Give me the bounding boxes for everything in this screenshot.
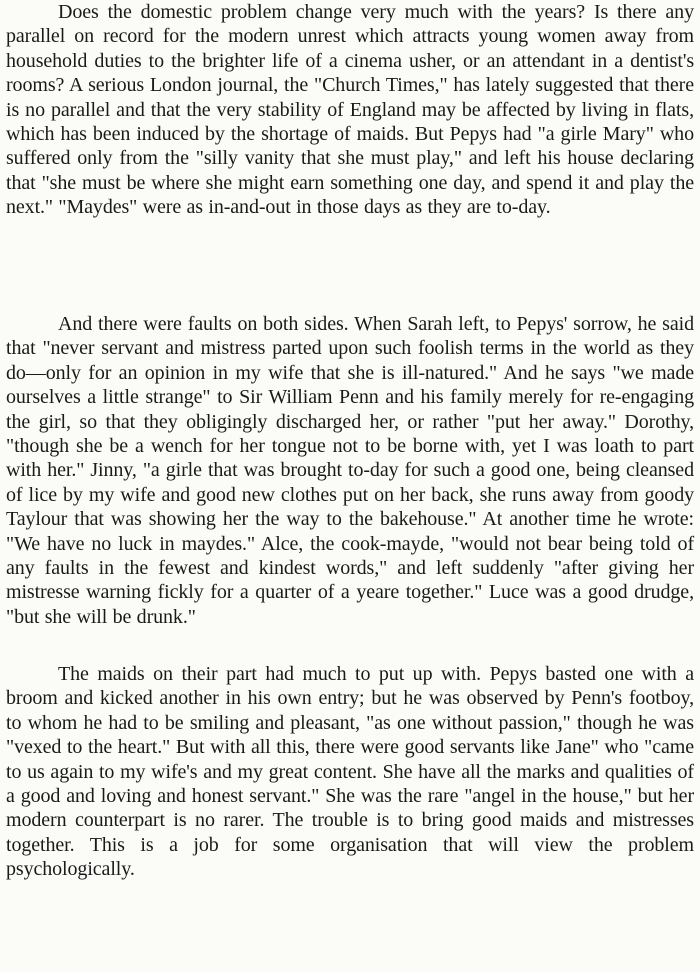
paragraph-2: And there were faults on both sides. When Sarah left, to Pepys' sorrow, he said that "never servant and mistress parted upon such foolish terms in the world as they do—only for an opinion in my wife that she is ill-natured." And he says "we made ourselves a little strange" to Sir William Penn and his family merely for re-engaging the girl, so that they obligingly discharged her, or rather "put her away." Dorothy, "though she be a wench for her tongue not to be borne with, yet I was loath to part with her." Jinny, "a girle that was brought to-day for such a good one, being cleansed of lice by my wife and good new clothes put on her back, she runs away from goody Taylour that was showing her the way to the bakehouse." At another time he wrote: "We have no luck in maydes." Alce, the cook-mayde, "would not bear being told of any faults in the fewest and kindest words," and left suddenly "after giving her mistresse warning fickly for a quarter of a yeare together." Luce was a good drudge, "but she will be drunk.": [6, 313, 694, 628]
paragraph-1: Does the domestic problem change very much with the years? Is there any parallel on record for the modern unrest which attracts young women away from household duties to the brighter life of a cinema usher, or an attendant in a dentist's rooms? A serious London journal, the "Church Times," has lately suggested that there is no parallel and that the very stability of England may be affected by living in flats, which has been induced by the shortage of maids. But Pepys had "a girle Mary" who suffered only from the "silly vanity that she must play," and left his house declaring that "she must be where she might earn something one day, and spend it and play the next." "Maydes" were as in-and-out in those days as they are to-day.: [6, 1, 694, 219]
paragraph-3: The maids on their part had much to put up with. Pepys basted one with a broom and kicked another in his own entry; but he was observed by Penn's footboy, to whom he had to be smiling and pleasant, "as one without passion," though he was "vexed to the heart." But with all this, there were good servants like Jane" who "came to us again to my wife's and my great content. She have all the marks and qualities of a good and loving and honest servant." She was the rare "angel in the house," but her modern counterpart is no rarer. The trouble is to bring good maids and mistresses together. This is a job for some organisation that will view the problem psychologically.: [6, 663, 694, 881]
